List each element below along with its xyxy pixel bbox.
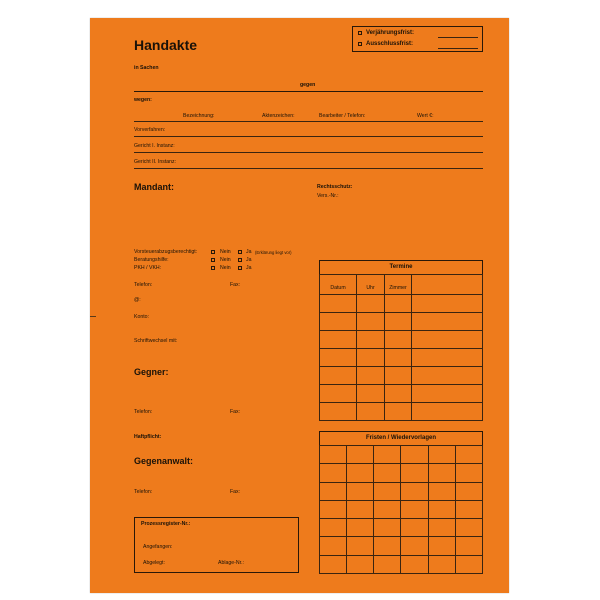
table-row[interactable] (320, 537, 483, 555)
gegenanwalt-telefon-label: Telefon: (134, 489, 153, 495)
termine-uhr-header: Uhr (357, 275, 385, 295)
mandant-fax-label: Fax: (230, 282, 241, 288)
gegen-label: gegen (300, 82, 316, 88)
table-row[interactable] (320, 446, 483, 464)
vorsteuer-nein-checkbox[interactable] (211, 250, 215, 254)
ablage-nr-label: Ablage-Nr.: (218, 560, 244, 566)
aktenzeichen-label: Aktenzeichen: (262, 113, 295, 119)
termine-zimmer-header: Zimmer (385, 275, 412, 295)
bearbeiter-label: Bearbeiter / Telefon: (319, 113, 366, 119)
termine-table (319, 274, 483, 421)
table-row[interactable] (320, 519, 483, 537)
gericht2-label: Gericht II. Instanz: (134, 159, 177, 165)
wert-label: Wert €: (417, 113, 434, 119)
table-row[interactable] (320, 555, 483, 573)
gegenanwalt-fax-label: Fax: (230, 489, 241, 495)
mandant-telefon-label: Telefon: (134, 282, 153, 288)
beratungshilfe-nein-checkbox[interactable] (211, 258, 215, 262)
ausschluss-label: Ausschlussfrist: (366, 41, 414, 47)
gericht1-label: Gericht I. Instanz: (134, 143, 175, 149)
ausschluss-line[interactable] (438, 48, 478, 49)
gegenanwalt-heading: Gegenanwalt: (134, 456, 194, 466)
wegen-label: wegen: (134, 97, 152, 103)
table-row[interactable] (320, 349, 483, 367)
verjaehrung-line[interactable] (438, 37, 478, 38)
table-row[interactable] (320, 313, 483, 331)
vers-nr-label: Vers.-Nr.: (317, 193, 339, 199)
table-row[interactable] (320, 385, 483, 403)
parties-line[interactable] (134, 91, 483, 92)
beratungshilfe-label: Beratungshilfe: (134, 257, 169, 263)
verjaehrung-label: Verjährungsfrist: (366, 30, 415, 36)
in-sachen-label: in Sachen (134, 65, 159, 71)
mandant-email-label: @: (134, 297, 141, 303)
termine-datum-header: Datum (320, 275, 357, 295)
mandant-konto-label: Konto: (134, 314, 149, 320)
table-row[interactable] (320, 500, 483, 518)
vorsteuer-nein-label: Nein (220, 249, 231, 255)
termine-note-header (412, 275, 483, 295)
angefangen-label: Angefangen: (143, 544, 173, 550)
wegen-line (134, 121, 483, 122)
table-row[interactable] (320, 331, 483, 349)
vorverfahren-label: Vorverfahren: (134, 127, 166, 133)
gericht2-line[interactable] (134, 168, 483, 169)
vorsteuer-ja-label: Ja (246, 249, 252, 255)
fristen-table (319, 445, 483, 574)
beratungshilfe-ja-checkbox[interactable] (238, 258, 242, 262)
abgelegt-label: Abgelegt: (143, 560, 165, 566)
pkh-nein-label: Nein (220, 265, 231, 271)
mandant-heading: Mandant: (134, 182, 174, 192)
fristen-wiedervorlagen-heading: Fristen / Wiedervorlagen (366, 435, 436, 441)
bezeichnung-label: Bezeichnung: (183, 113, 215, 119)
pkh-ja-label: Ja (246, 265, 252, 271)
termine-heading: Termine (389, 264, 413, 270)
table-row[interactable] (320, 464, 483, 482)
rechtsschutz-label: Rechtsschutz: (317, 184, 353, 190)
haftpflicht-label: Haftpflicht: (134, 434, 162, 440)
table-row[interactable] (320, 367, 483, 385)
table-row[interactable] (320, 482, 483, 500)
vorverfahren-line[interactable] (134, 136, 483, 137)
gegner-heading: Gegner: (134, 367, 169, 377)
handakte-form (90, 18, 509, 593)
prozessregister-label: Prozessregister-Nr.: (141, 521, 191, 527)
pkh-nein-checkbox[interactable] (211, 266, 215, 270)
erklaerung-note: (Erklärung liegt vor) (255, 250, 292, 255)
fold-mark (90, 316, 96, 317)
vorsteuer-ja-checkbox[interactable] (238, 250, 242, 254)
gegner-telefon-label: Telefon: (134, 409, 153, 415)
schriftwechsel-label: Schriftwechsel mit: (134, 338, 178, 344)
verjaehrung-checkbox[interactable] (358, 31, 362, 35)
table-row[interactable] (320, 403, 483, 421)
beratungshilfe-nein-label: Nein (220, 257, 231, 263)
ausschluss-checkbox[interactable] (358, 42, 362, 46)
gericht1-line[interactable] (134, 152, 483, 153)
gegner-fax-label: Fax: (230, 409, 241, 415)
form-title: Handakte (134, 37, 198, 53)
table-row[interactable] (320, 295, 483, 313)
beratungshilfe-ja-label: Ja (246, 257, 252, 263)
pkh-ja-checkbox[interactable] (238, 266, 242, 270)
vorsteuer-label: Vorsteuerabzugsberechtigt: (134, 249, 198, 255)
pkh-label: PKH / VKH: (134, 265, 162, 271)
